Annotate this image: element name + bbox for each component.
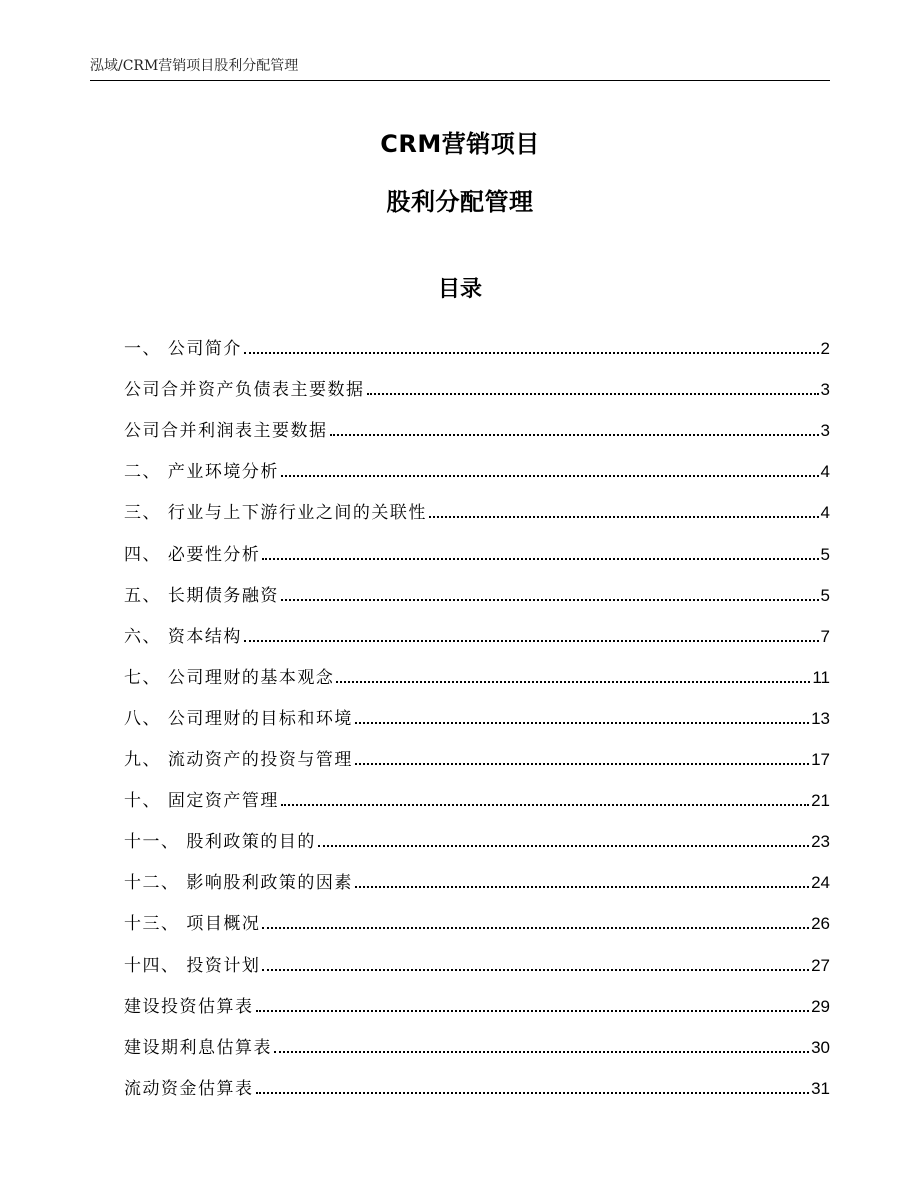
toc-entry-label: 公司合并利润表主要数据: [124, 421, 328, 442]
toc-entry-label: 三、 行业与上下游行业之间的关联性: [124, 503, 427, 524]
toc-leader-dots: [281, 804, 809, 806]
toc-entry-label: 八、 公司理财的目标和环境: [124, 708, 353, 729]
toc-entry[interactable]: [124, 651, 830, 692]
toc-entry-page: 4: [820, 462, 830, 482]
toc-entry[interactable]: [124, 569, 830, 610]
toc-entry-page: 4: [820, 503, 830, 523]
toc-leader-dots: [262, 558, 818, 560]
toc-leader-dots: [355, 886, 809, 888]
toc-leader-dots: [244, 640, 819, 642]
table-of-contents: [124, 322, 830, 1103]
toc-entry-page: 31: [811, 1078, 830, 1098]
toc-leader-dots: [355, 763, 809, 765]
toc-entry-label: 建设期利息估算表: [124, 1037, 272, 1058]
toc-leader-dots: [256, 1092, 810, 1094]
toc-entry[interactable]: [124, 692, 830, 733]
toc-entry-page: 30: [811, 1037, 830, 1057]
toc-entry-label: 十三、 项目概况: [124, 914, 261, 935]
toc-heading: 目录: [437, 277, 482, 302]
toc-entry-label: 九、 流动资产的投资与管理: [124, 750, 353, 771]
toc-entry[interactable]: [124, 938, 830, 979]
toc-entry-page: 23: [811, 832, 830, 852]
toc-entry-page: 21: [811, 791, 830, 811]
toc-leader-dots: [330, 434, 819, 436]
toc-entry-label: 十二、 影响股利政策的因素: [124, 873, 353, 894]
toc-entry-page: 5: [820, 585, 830, 605]
toc-entry-label: 一、 公司简介: [124, 339, 242, 360]
toc-entry-label: 五、 长期债务融资: [124, 585, 279, 606]
toc-entry-label: 建设投资估算表: [124, 996, 254, 1017]
toc-leader-dots: [355, 722, 809, 724]
toc-entry-label: 流动资金估算表: [124, 1078, 254, 1099]
toc-leader-dots: [262, 927, 809, 929]
toc-leader-dots: [281, 475, 819, 477]
toc-entry-page: 5: [820, 544, 830, 564]
toc-entry-page: 24: [811, 873, 830, 893]
toc-entry[interactable]: [124, 897, 830, 938]
toc-entry-page: 2: [820, 339, 830, 359]
toc-entry-label: 公司合并资产负债表主要数据: [124, 380, 365, 401]
header-divider: [90, 80, 830, 81]
toc-entry[interactable]: [124, 363, 830, 404]
toc-leader-dots: [274, 1051, 809, 1053]
document-title-line-1: CRM营销项目: [380, 130, 540, 158]
toc-entry-label: 十四、 投资计划: [124, 955, 261, 976]
toc-entry[interactable]: [124, 815, 830, 856]
toc-leader-dots: [256, 1010, 810, 1012]
toc-leader-dots: [367, 393, 819, 395]
toc-entry[interactable]: [124, 980, 830, 1021]
toc-entry-page: 13: [811, 708, 830, 728]
toc-leader-dots: [281, 599, 819, 601]
toc-entry[interactable]: [124, 527, 830, 568]
toc-entry-page: 3: [820, 380, 830, 400]
document-title-line-2: 股利分配管理: [386, 188, 534, 216]
toc-entry-page: 3: [820, 421, 830, 441]
toc-entry[interactable]: [124, 322, 830, 363]
toc-entry-label: 十、 固定资产管理: [124, 791, 279, 812]
toc-entry-page: 26: [811, 914, 830, 934]
toc-entry-label: 十一、 股利政策的目的: [124, 832, 316, 853]
toc-entry-page: 27: [811, 955, 830, 975]
toc-entry[interactable]: [124, 610, 830, 651]
toc-entry-label: 七、 公司理财的基本观念: [124, 667, 335, 688]
toc-entry-page: 29: [811, 996, 830, 1016]
toc-entry[interactable]: [124, 445, 830, 486]
toc-entry[interactable]: [124, 733, 830, 774]
toc-entry[interactable]: [124, 1021, 830, 1062]
toc-entry-page: 17: [811, 750, 830, 770]
toc-entry-label: 四、 必要性分析: [124, 544, 261, 565]
toc-entry[interactable]: [124, 774, 830, 815]
running-header: 泓域/CRM营销项目股利分配管理: [90, 58, 299, 74]
toc-entry[interactable]: [124, 486, 830, 527]
toc-entry[interactable]: [124, 856, 830, 897]
toc-entry-label: 六、 资本结构: [124, 626, 242, 647]
toc-leader-dots: [262, 969, 809, 971]
toc-entry[interactable]: [124, 404, 830, 445]
toc-entry-page: 7: [820, 626, 830, 646]
toc-leader-dots: [429, 516, 819, 518]
toc-entry[interactable]: [124, 1062, 830, 1103]
toc-entry-label: 二、 产业环境分析: [124, 462, 279, 483]
toc-entry-page: 11: [812, 667, 830, 687]
toc-leader-dots: [244, 352, 819, 354]
toc-leader-dots: [318, 845, 809, 847]
toc-leader-dots: [336, 681, 810, 683]
